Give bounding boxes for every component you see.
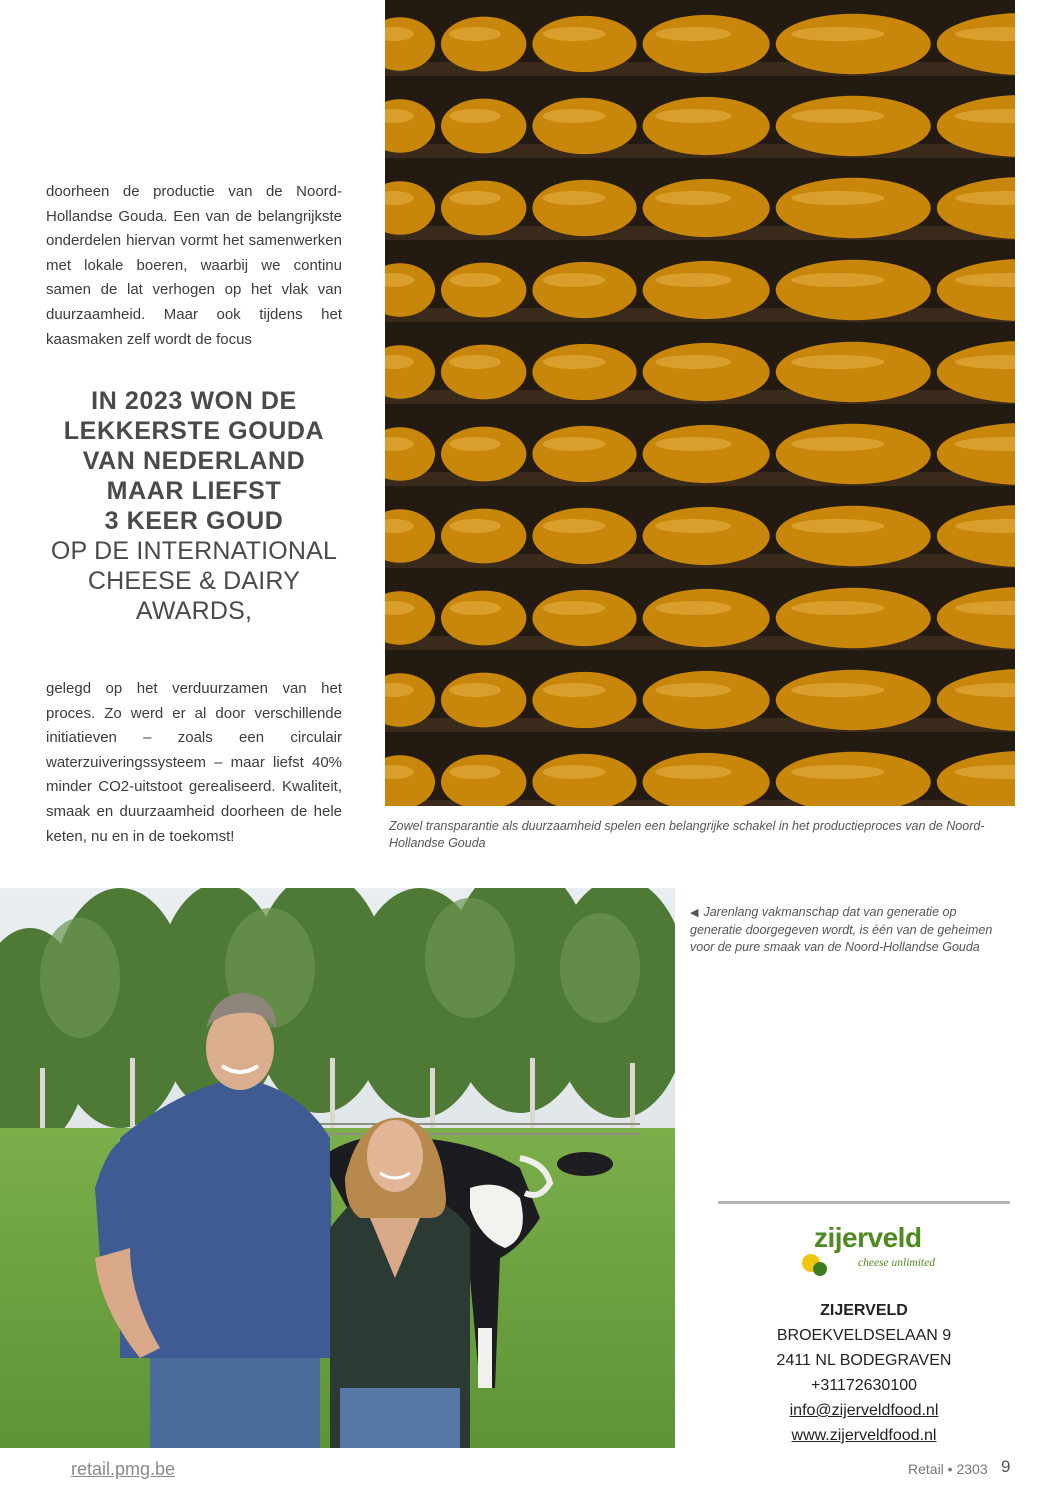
cheese-highlight: [450, 601, 501, 615]
contact-block: [718, 1298, 1010, 1448]
cheese-wheel: [643, 343, 770, 401]
footer-issue-label: Retail • 2303: [908, 1461, 988, 1477]
cheese-wheel: [776, 670, 931, 730]
cheese-highlight: [450, 683, 501, 697]
cheese-wheel: [776, 96, 931, 156]
pull-quote-light-line: OP DE INTERNATIONAL: [50, 537, 338, 565]
cheese-wheel: [441, 17, 526, 72]
cheese-highlight: [450, 27, 501, 41]
cheese-wheel: [776, 14, 931, 74]
cheese-highlight: [450, 355, 501, 369]
cheese-wheel: [643, 15, 770, 73]
street-address: BROEKVELDSELAAN 9: [776, 1327, 952, 1344]
cheese-highlight: [543, 191, 606, 205]
cheese-wheel: [643, 507, 770, 565]
cheese-highlight: [655, 437, 731, 451]
cheese-wheel: [776, 506, 931, 566]
cheese-photo-caption: Zowel transparantie als duurzaamheid spelen een belangrijke schakel in het productieproces van de Noord-Hollandse Gouda: [389, 819, 985, 850]
cheese-highlight: [543, 519, 606, 533]
cheese-wheel: [643, 589, 770, 647]
cheese-highlight: [791, 191, 884, 205]
cheese-highlight: [791, 437, 884, 451]
cheese-wheel: [532, 16, 636, 72]
cheese-highlight: [655, 355, 731, 369]
cheese-shelves-photo: [385, 0, 1015, 806]
cheese-wheel: [776, 260, 931, 320]
cheese-wheel: [532, 98, 636, 154]
pull-quote-light-line: CHEESE & DAIRY: [87, 567, 301, 595]
cheese-highlight: [791, 683, 884, 697]
cheese-wheel: [441, 591, 526, 646]
cheese-highlight: [543, 273, 606, 287]
cheese-wheel: [532, 180, 636, 236]
cheese-highlight: [655, 601, 731, 615]
cheese-wheel: [643, 425, 770, 483]
pull-quote-bold-line: VAN NEDERLAND: [82, 447, 306, 475]
company-name: ZIJERVELD: [820, 1302, 908, 1319]
phone-number: +31172630100: [810, 1377, 918, 1394]
cheese-highlight: [450, 519, 501, 533]
cheese-wheel: [441, 181, 526, 236]
cheese-wheel: [532, 426, 636, 482]
cheese-highlight: [655, 273, 731, 287]
cheese-highlight: [791, 519, 884, 533]
cheese-wheel: [776, 588, 931, 648]
cheese-wheel: [776, 342, 931, 402]
article-paragraph-bottom: gelegd op het verduurzamen van het proces. Zo werd er al door verschillende initiatieven – zoals een circulair waterzuiveringssysteem – maar liefst 40% minder CO2-uitstoot gerealiseerd. Kwaliteit, smaak en duurzaamheid doorheen de hele keten, nu en in de toekomst!: [46, 680, 342, 845]
cheese-wheel: [643, 179, 770, 237]
caption-arrow-left-icon: ◀: [690, 907, 699, 919]
cheese-shelves-image: [385, 0, 1015, 806]
pull-quote: [46, 386, 342, 626]
farmers-photo-caption: [690, 904, 1010, 956]
pull-quote-bold-line: 3 KEER GOUD: [104, 507, 284, 535]
cheese-highlight: [450, 765, 501, 779]
cheese-wheel: [776, 424, 931, 484]
cheese-wheel: [643, 261, 770, 319]
article-paragraph-top: doorheen de productie van de Noord-Hollandse Gouda. Een van de belangrijkste onderdelen hiervan vormt het samenwerken met lokale boeren, waarbij we continu samen de lat verhogen op het vlak van duurzaamheid. Maar ook tijdens het kaasmaken zelf wordt de focus: [46, 183, 342, 348]
logo-green-dot: [813, 1262, 827, 1276]
cheese-highlight: [450, 273, 501, 287]
footer-site-link[interactable]: retail.pmg.be: [71, 1459, 176, 1479]
logo-tagline: cheese unlimited: [858, 1257, 935, 1269]
logo-wordmark: zijerveld: [814, 1222, 922, 1253]
cheese-highlight: [450, 191, 501, 205]
cheese-highlight: [655, 765, 731, 779]
divider-line: [718, 1201, 1010, 1204]
email-link[interactable]: info@zijerveldfood.nl: [789, 1402, 939, 1419]
cheese-highlight: [791, 273, 884, 287]
pull-quote-bold-line: MAAR LIEFST: [106, 477, 282, 505]
cheese-highlight: [791, 355, 884, 369]
farmers-with-cow-image: [0, 888, 675, 1448]
cheese-highlight: [543, 765, 606, 779]
cheese-wheel: [441, 99, 526, 154]
cheese-highlight: [655, 683, 731, 697]
cheese-wheel: [532, 508, 636, 564]
cheese-highlight: [450, 437, 501, 451]
website-link[interactable]: www.zijerveldfood.nl: [791, 1427, 937, 1444]
cheese-highlight: [450, 109, 501, 123]
cheese-highlight: [543, 27, 606, 41]
cheese-highlight: [543, 109, 606, 123]
pull-quote-bold-line: LEKKERSTE GOUDA: [63, 417, 325, 445]
cheese-wheel: [643, 671, 770, 729]
cheese-wheel: [441, 427, 526, 482]
city-address: 2411 NL BODEGRAVEN: [776, 1352, 952, 1369]
farmers-photo: [0, 888, 675, 1448]
cheese-wheel: [532, 672, 636, 728]
cheese-wheel: [441, 509, 526, 564]
cheese-highlight: [543, 601, 606, 615]
cheese-highlight: [791, 27, 884, 41]
cheese-wheel: [441, 263, 526, 318]
cheese-highlight: [655, 191, 731, 205]
pull-quote-light-line: AWARDS,: [135, 597, 253, 625]
cheese-highlight: [655, 109, 731, 123]
cheese-highlight: [543, 355, 606, 369]
cheese-wheel: [776, 178, 931, 238]
cheese-highlight: [791, 109, 884, 123]
pull-quote-bold-line: IN 2023 WON DE: [91, 387, 297, 415]
cheese-highlight: [791, 601, 884, 615]
cheese-highlight: [543, 683, 606, 697]
cheese-highlight: [655, 27, 731, 41]
page-number: 9: [1001, 1457, 1011, 1476]
cheese-highlight: [791, 765, 884, 779]
cheese-wheel: [441, 345, 526, 400]
cheese-highlight: [655, 519, 731, 533]
cheese-highlight: [543, 437, 606, 451]
cheese-wheel: [643, 97, 770, 155]
zijerveld-logo: [800, 1222, 940, 1282]
cheese-wheel: [532, 344, 636, 400]
cheese-wheel: [441, 673, 526, 728]
cheese-wheel: [532, 262, 636, 318]
cheese-wheel: [532, 590, 636, 646]
farmers-caption-text: Jarenlang vakmanschap dat van generatie op generatie doorgegeven wordt, is één van de geheimen voor de pure smaak van de Noord-Hollandse Gouda: [690, 905, 993, 954]
